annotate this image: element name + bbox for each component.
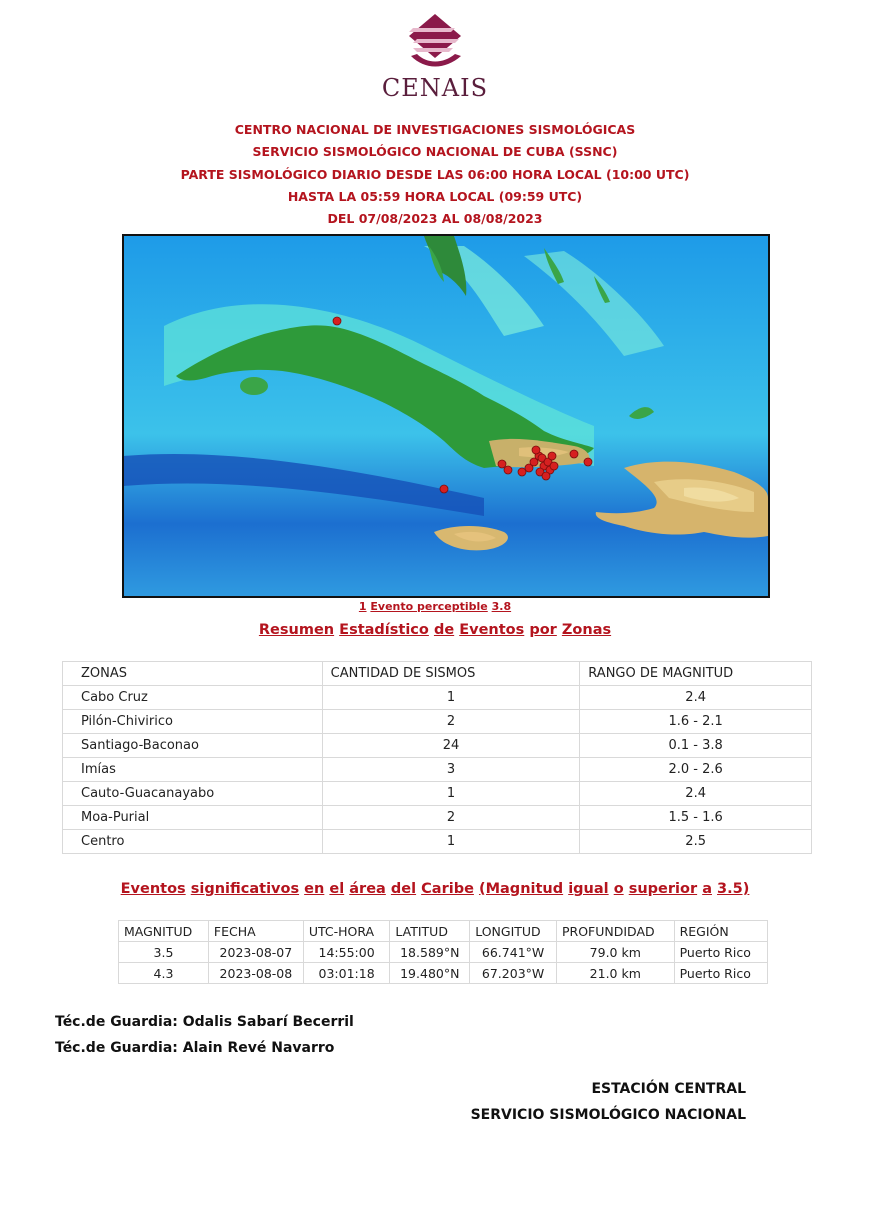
col-header-date: FECHA xyxy=(208,921,303,942)
table-row xyxy=(119,963,768,984)
event-longitude: 66.741°W xyxy=(470,942,557,963)
footer-service: SERVICIO SISMOLÓGICO NACIONAL xyxy=(470,1107,746,1123)
event-region: Puerto Rico xyxy=(674,942,767,963)
zone-count: 2 xyxy=(322,710,580,734)
event-date: 2023-08-07 xyxy=(208,942,303,963)
event-time: 03:01:18 xyxy=(303,963,390,984)
events-section-title: Eventos significativos en el área del Caribe (Magnitud igual o superior a 3.5) xyxy=(120,881,750,897)
zone-name: Centro xyxy=(63,830,323,854)
events-table-header xyxy=(119,921,768,942)
zone-range: 2.5 xyxy=(580,830,812,854)
duty-technician-1: Téc.de Guardia: Odalis Sabarí Becerril xyxy=(55,1014,354,1030)
zone-range: 2.0 - 2.6 xyxy=(580,758,812,782)
table-row xyxy=(63,734,812,758)
table-row xyxy=(63,782,812,806)
event-time: 14:55:00 xyxy=(303,942,390,963)
zone-count: 24 xyxy=(322,734,580,758)
zones-table-header xyxy=(63,662,812,686)
event-depth: 79.0 km xyxy=(556,942,674,963)
col-header-magnitude: MAGNITUD xyxy=(119,921,209,942)
col-header-longitude: LONGITUD xyxy=(470,921,557,942)
perceptible-event-caption: 1 Evento perceptible 3.8 xyxy=(358,600,512,613)
zone-range: 2.4 xyxy=(580,782,812,806)
table-row xyxy=(63,710,812,734)
zones-section-title: Resumen Estadístico de Eventos por Zonas xyxy=(258,622,612,638)
zone-count: 1 xyxy=(322,782,580,806)
header-line-1: CENTRO NACIONAL DE INVESTIGACIONES SISMOLÓGICAS xyxy=(234,122,636,137)
event-date: 2023-08-08 xyxy=(208,963,303,984)
footer-station: ESTACIÓN CENTRAL xyxy=(591,1081,746,1097)
col-header-zones: ZONAS xyxy=(63,662,323,686)
zone-range: 1.5 - 1.6 xyxy=(580,806,812,830)
table-row xyxy=(63,686,812,710)
col-header-depth: PROFUNDIDAD xyxy=(556,921,674,942)
zone-name: Imías xyxy=(63,758,323,782)
col-header-time: UTC-HORA xyxy=(303,921,390,942)
col-header-region: REGIÓN xyxy=(674,921,767,942)
events-table xyxy=(118,920,768,984)
zone-range: 0.1 - 3.8 xyxy=(580,734,812,758)
zone-name: Santiago-Baconao xyxy=(63,734,323,758)
col-header-latitude: LATITUD xyxy=(390,921,470,942)
header-line-3: PARTE SISMOLÓGICO DIARIO DESDE LAS 06:00 HORA LOCAL (10:00 UTC) xyxy=(180,167,690,182)
header-line-5: DEL 07/08/2023 AL 08/08/2023 xyxy=(327,211,543,226)
zone-count: 2 xyxy=(322,806,580,830)
zone-count: 1 xyxy=(322,830,580,854)
col-header-range: RANGO DE MAGNITUD xyxy=(580,662,812,686)
seismic-map xyxy=(122,234,770,598)
header-line-2: SERVICIO SISMOLÓGICO NACIONAL DE CUBA (SSNC) xyxy=(252,144,618,159)
duty-technician-2: Téc.de Guardia: Alain Revé Navarro xyxy=(55,1040,335,1056)
event-latitude: 18.589°N xyxy=(390,942,470,963)
zone-name: Pilón-Chivirico xyxy=(63,710,323,734)
event-depth: 21.0 km xyxy=(556,963,674,984)
header-line-4: HASTA LA 05:59 HORA LOCAL (09:59 UTC) xyxy=(287,189,583,204)
event-latitude: 19.480°N xyxy=(390,963,470,984)
zone-count: 3 xyxy=(322,758,580,782)
zone-range: 1.6 - 2.1 xyxy=(580,710,812,734)
table-row xyxy=(63,806,812,830)
col-header-count: CANTIDAD DE SISMOS xyxy=(322,662,580,686)
zone-count: 1 xyxy=(322,686,580,710)
zone-name: Cabo Cruz xyxy=(63,686,323,710)
table-row xyxy=(63,830,812,854)
table-row xyxy=(119,942,768,963)
zones-table xyxy=(62,661,812,854)
cenais-logo-mark xyxy=(395,12,475,74)
table-row xyxy=(63,758,812,782)
logo-wordmark: CENAIS xyxy=(381,74,489,102)
zone-name: Cauto-Guacanayabo xyxy=(63,782,323,806)
event-region: Puerto Rico xyxy=(674,963,767,984)
event-longitude: 67.203°W xyxy=(470,963,557,984)
event-magnitude: 4.3 xyxy=(119,963,209,984)
event-magnitude: 3.5 xyxy=(119,942,209,963)
zone-name: Moa-Purial xyxy=(63,806,323,830)
zone-range: 2.4 xyxy=(580,686,812,710)
